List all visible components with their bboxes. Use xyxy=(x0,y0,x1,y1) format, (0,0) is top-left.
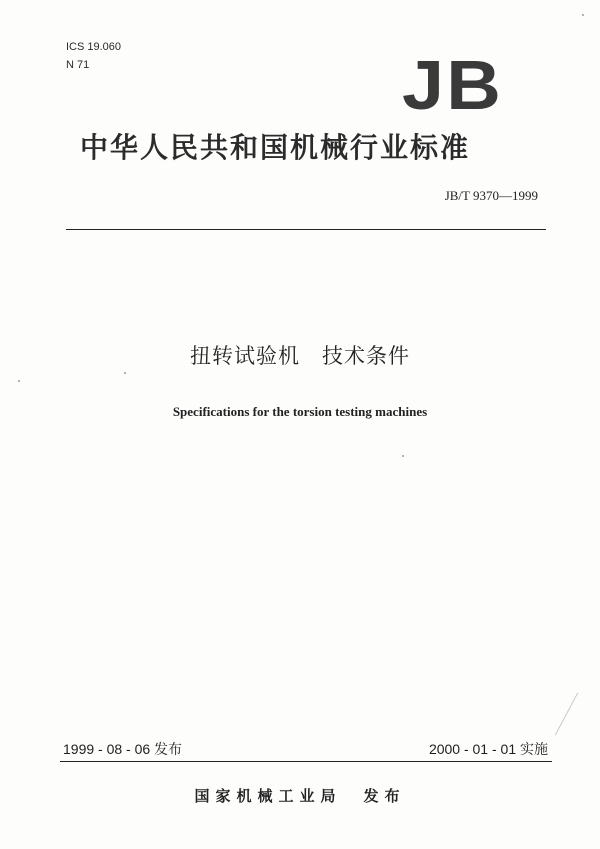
chinese-title: 扭转试验机 技术条件 xyxy=(190,344,410,368)
scan-speck xyxy=(402,455,404,457)
publisher-action: 发布 xyxy=(363,787,406,805)
category-code: N 71 xyxy=(66,59,90,71)
scan-speck xyxy=(582,14,584,16)
effective-date: 2000 - 01 - 01 实施 xyxy=(428,741,548,757)
scan-scratch xyxy=(555,693,578,736)
standard-number: JB/T 9370—1999 xyxy=(444,188,538,203)
issue-date: 1999 - 08 - 06 发布 xyxy=(63,741,183,757)
footer-divider xyxy=(60,761,552,762)
publisher-name: 国家机械工业局 xyxy=(194,787,342,805)
classification-codes xyxy=(66,38,121,74)
ics-code: ICS 19.060 xyxy=(66,41,122,53)
jb-standard-mark: JB xyxy=(402,46,503,124)
publisher-line xyxy=(0,785,600,806)
header-divider xyxy=(66,229,546,230)
organization-title: 中华人民共和国机械行业标准 xyxy=(80,131,471,164)
scan-speck xyxy=(124,372,126,374)
english-title: Specifications for the torsion testing machines xyxy=(172,404,428,419)
scan-speck xyxy=(18,380,20,382)
